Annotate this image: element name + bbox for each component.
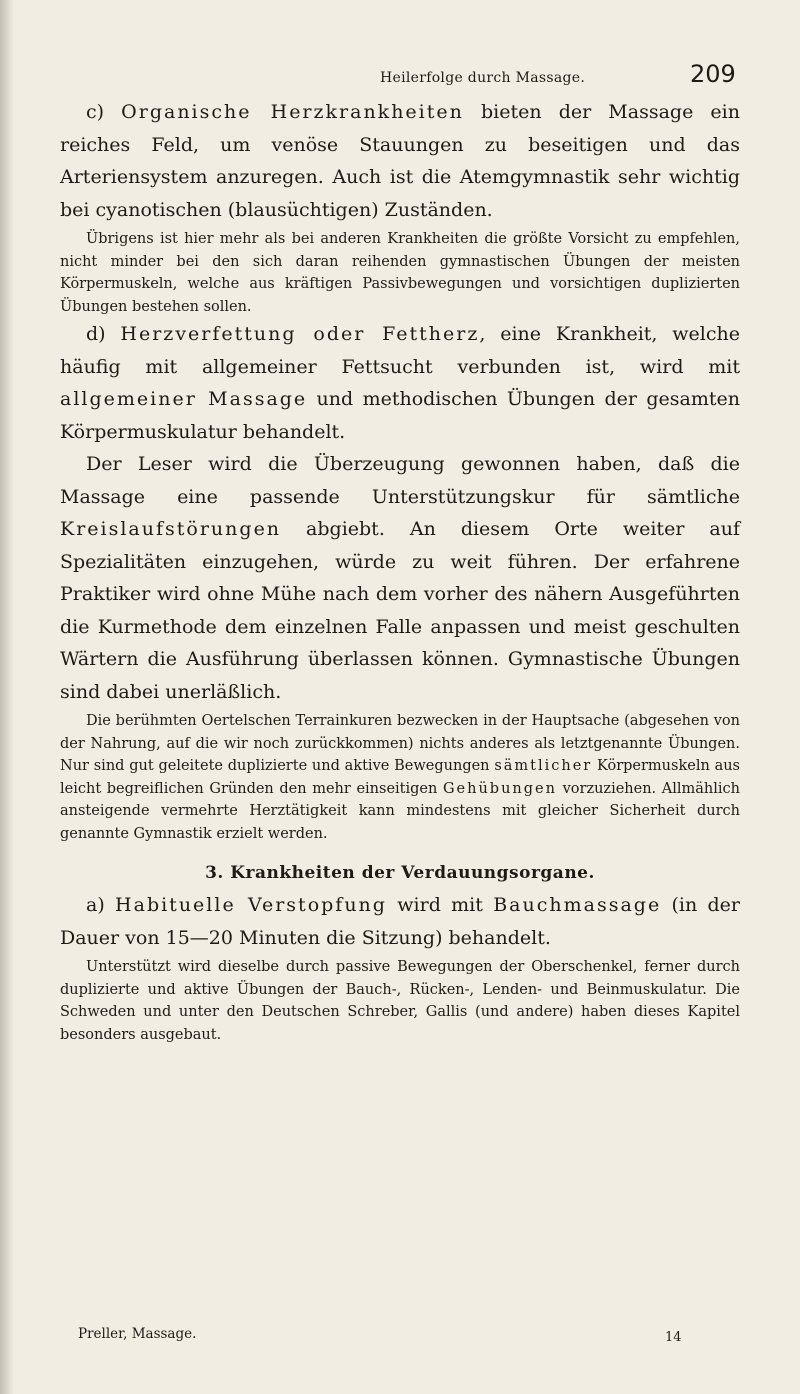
note-c: Übrigens ist hier mehr als bei anderen Krankheiten die größte Vorsicht zu empfehlen, nicht minder bei den sich daran reihenden gymnastischen Übungen der meisten Körpermuskeln, welche aus kräftigen Passivbewegungen und vorsichtigen duplizierten Übungen bestehen sollen. xyxy=(60,231,740,315)
note-main-emphasis-2: Gehübungen xyxy=(442,780,557,797)
note-main-emphasis-1: sämtlicher xyxy=(494,758,593,774)
paragraph-a-emphasis: Bauchmassage xyxy=(493,894,662,916)
note-main-text-3: vorzuziehen. Allmählich ansteigende vermehrte Herztätigkeit kann mindestens mit gleicher Sicherheit durch genannte Gymnastik erzielt werden. xyxy=(60,780,740,842)
note-a: Unterstützt wird dieselbe durch passive Bewegungen der Oberschenkel, ferner durch duplizierte und aktive Übungen der Bauch-, Rücken-, Lenden- und Beinmuskulatur. Die Schweden und unter den Deutschen Schreber, Gallis (und andere) haben dieses Kapitel besonders ausgebaut. xyxy=(60,959,740,1043)
paragraph-d-term: Herzverfettung oder Fettherz xyxy=(120,323,480,345)
running-title: Heilerfolge durch Massage. xyxy=(380,70,586,86)
running-head xyxy=(0,60,800,90)
paragraph-main-text-2: abgiebt. An diesem Orte weiter auf Spezialitäten einzugehen, würde zu weit führen. Der erfahrene Praktiker wird ohne Mühe nach dem vorher des nähern Ausgeführten die Kurmethode dem einzelnen Falle anpassen und meist geschulten Wärtern die Ausführung überlassen können. Gymnastische Übungen sind dabei unerläßlich. xyxy=(60,518,740,703)
note-main-text-1: Die berühmten Oertelschen Terrainkuren bezwecken in der Hauptsache (abgesehen von der Nahrung, auf die wir noch zurückkommen) nichts anderes als letztgenannte Übungen. Nur sind gut geleitete duplizierte und aktive Bewegungen xyxy=(60,713,740,774)
paragraph-c-label: c) xyxy=(86,101,122,123)
paragraph-main-emphasis: Kreislaufstörungen xyxy=(60,518,282,540)
paragraph-a-term: Habituelle Verstopfung xyxy=(115,894,387,916)
page-number: 209 xyxy=(690,60,736,88)
footer-signature: 14 xyxy=(665,1330,682,1345)
paragraph-c xyxy=(60,96,740,226)
paragraph-main-text-1: Der Leser wird die Überzeugung gewonnen haben, daß die Massage eine passende Unterstützungskur für sämtliche xyxy=(60,453,740,508)
paragraph-d xyxy=(60,318,740,448)
paragraph-d-label: d) xyxy=(86,323,121,345)
page-footer xyxy=(60,1320,740,1350)
paragraph-a-label: a) xyxy=(86,894,116,916)
note-main xyxy=(60,710,740,845)
paragraph-d-text-2: und methodischen Übungen der gesamten Körpermuskulatur behandelt. xyxy=(60,388,740,443)
footer-author: Preller, Massage. xyxy=(78,1326,197,1342)
paragraph-d-text-1: , eine Krankheit, welche häufig mit allgemeiner Fettsucht verbunden ist, wird mit xyxy=(60,323,740,378)
section-title: 3. Krankheiten der Verdauungsorgane. xyxy=(205,863,595,883)
paragraph-a-text-1: wird mit xyxy=(386,894,494,916)
note-main-text-2: Körpermuskeln aus leicht begreiflichen Gründen den mehr einseitigen xyxy=(60,758,740,797)
paragraph-a-text-2: (in der Dauer von 15—20 Minuten die Sitzung) behandelt. xyxy=(60,894,741,949)
paragraph-c-text: bieten der Massage ein reiches Feld, um venöse Stauungen zu beseitigen und das Arteriensystem anzuregen. Auch ist die Atemgymnastik sehr wichtig bei cyanotischen (blausüchtigen) Zuständen. xyxy=(60,101,740,221)
paragraph-d-emphasis: allgemeiner Massage xyxy=(60,388,308,410)
spine-shadow xyxy=(0,0,14,1394)
paragraph-main xyxy=(60,448,740,708)
page-body xyxy=(60,96,740,1046)
paragraph-a xyxy=(60,889,740,954)
paragraph-c-term: Organische Herzkrankheiten xyxy=(121,101,464,123)
